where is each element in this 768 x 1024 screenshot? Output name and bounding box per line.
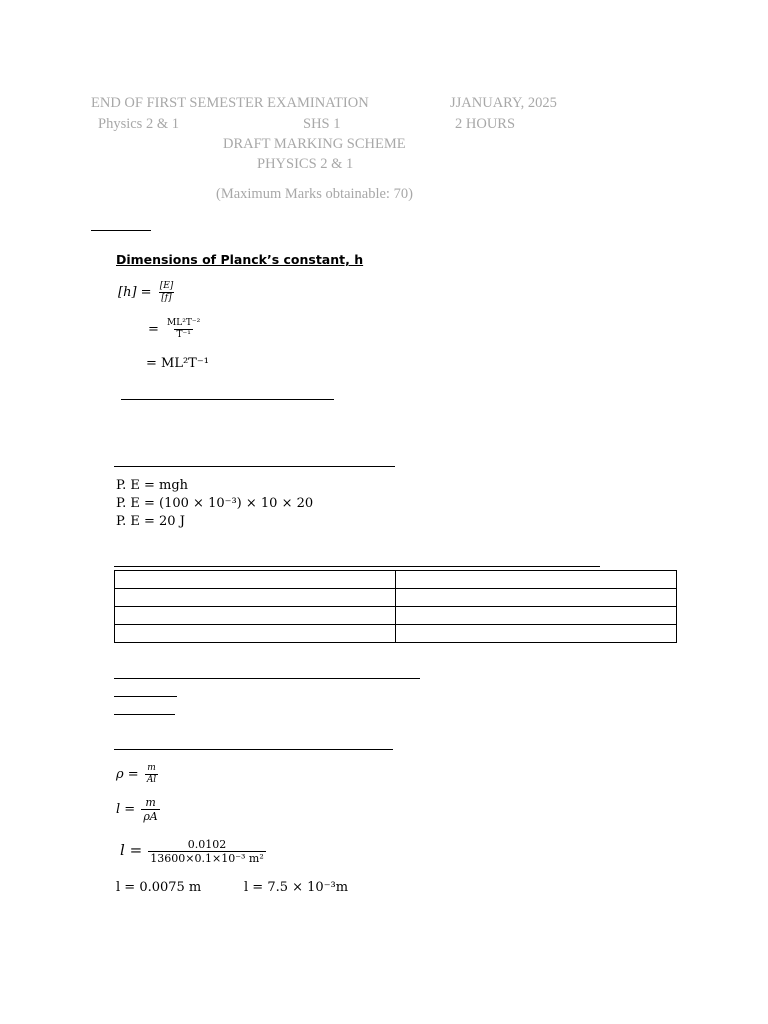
density-line-1-lhs: ρ = <box>116 767 139 782</box>
pe-line-2: P. E = (100 × 10⁻³) × 10 × 20 <box>116 496 314 511</box>
planck-line-2-num: ML²T⁻² <box>167 318 201 328</box>
density-line-1-den: Al <box>146 775 157 785</box>
section1-heading: Dimensions of Planck’s constant, h <box>116 252 364 267</box>
table-row <box>115 625 677 643</box>
planck-line-1-lhs: [h] = <box>118 285 152 300</box>
planck-line-1-num: [E] <box>159 281 174 291</box>
section4-rule <box>114 749 393 750</box>
section2-rule <box>114 466 395 467</box>
density-line-1-num: m <box>147 763 156 773</box>
result-b: l = 7.5 × 10⁻³m <box>244 880 349 895</box>
density-line-1 <box>116 763 160 786</box>
short-rule-2 <box>114 714 175 715</box>
section1-rule <box>121 399 334 400</box>
table-cell <box>115 625 396 643</box>
density-line-2-lhs: l = <box>116 802 136 817</box>
planck-line-3: = ML²T⁻¹ <box>146 356 209 371</box>
planck-line-2 <box>148 318 204 341</box>
planck-line-1-den: [f] <box>161 293 172 303</box>
duration: 2 HOURS <box>455 116 516 132</box>
density-line-2-den: ρA <box>143 810 158 823</box>
question-rule <box>91 230 151 231</box>
planck-line-2-lhs: = <box>148 322 159 337</box>
result-a: l = 0.0075 m <box>116 880 202 895</box>
table-row <box>115 607 677 625</box>
planck-line-2-den: T⁻¹ <box>176 330 191 340</box>
density-line-3 <box>120 838 268 865</box>
scheme-subject: PHYSICS 2 & 1 <box>257 156 354 172</box>
class-level: SHS 1 <box>303 116 341 132</box>
table-cell <box>396 607 677 625</box>
density-line-3-den: 13600×0.1×10⁻³ m² <box>150 852 264 865</box>
answer-table <box>114 570 677 643</box>
short-rule-1 <box>114 696 177 697</box>
table-cell <box>396 625 677 643</box>
table-cell <box>396 571 677 589</box>
scheme-title: DRAFT MARKING SCHEME <box>223 136 406 152</box>
section3-rule <box>114 566 600 567</box>
table-cell <box>396 589 677 607</box>
section3b-rule <box>114 678 420 679</box>
table-cell <box>115 589 396 607</box>
table-cell <box>115 571 396 589</box>
table-row <box>115 571 677 589</box>
table-cell <box>115 607 396 625</box>
subject: Physics 2 & 1 <box>98 116 179 132</box>
density-line-3-num: 0.0102 <box>187 838 227 851</box>
exam-title: END OF FIRST SEMESTER EXAMINATION <box>91 95 369 111</box>
planck-line-1 <box>118 281 177 304</box>
max-marks: (Maximum Marks obtainable: 70) <box>216 186 413 202</box>
pe-line-1: P. E = mgh <box>116 478 189 493</box>
density-line-2-num: m <box>145 796 156 809</box>
density-line-3-lhs: l = <box>120 841 143 859</box>
density-line-2 <box>116 796 162 823</box>
pe-line-3: P. E = 20 J <box>116 514 185 529</box>
exam-date: JJANUARY, 2025 <box>450 95 557 111</box>
table-row <box>115 589 677 607</box>
